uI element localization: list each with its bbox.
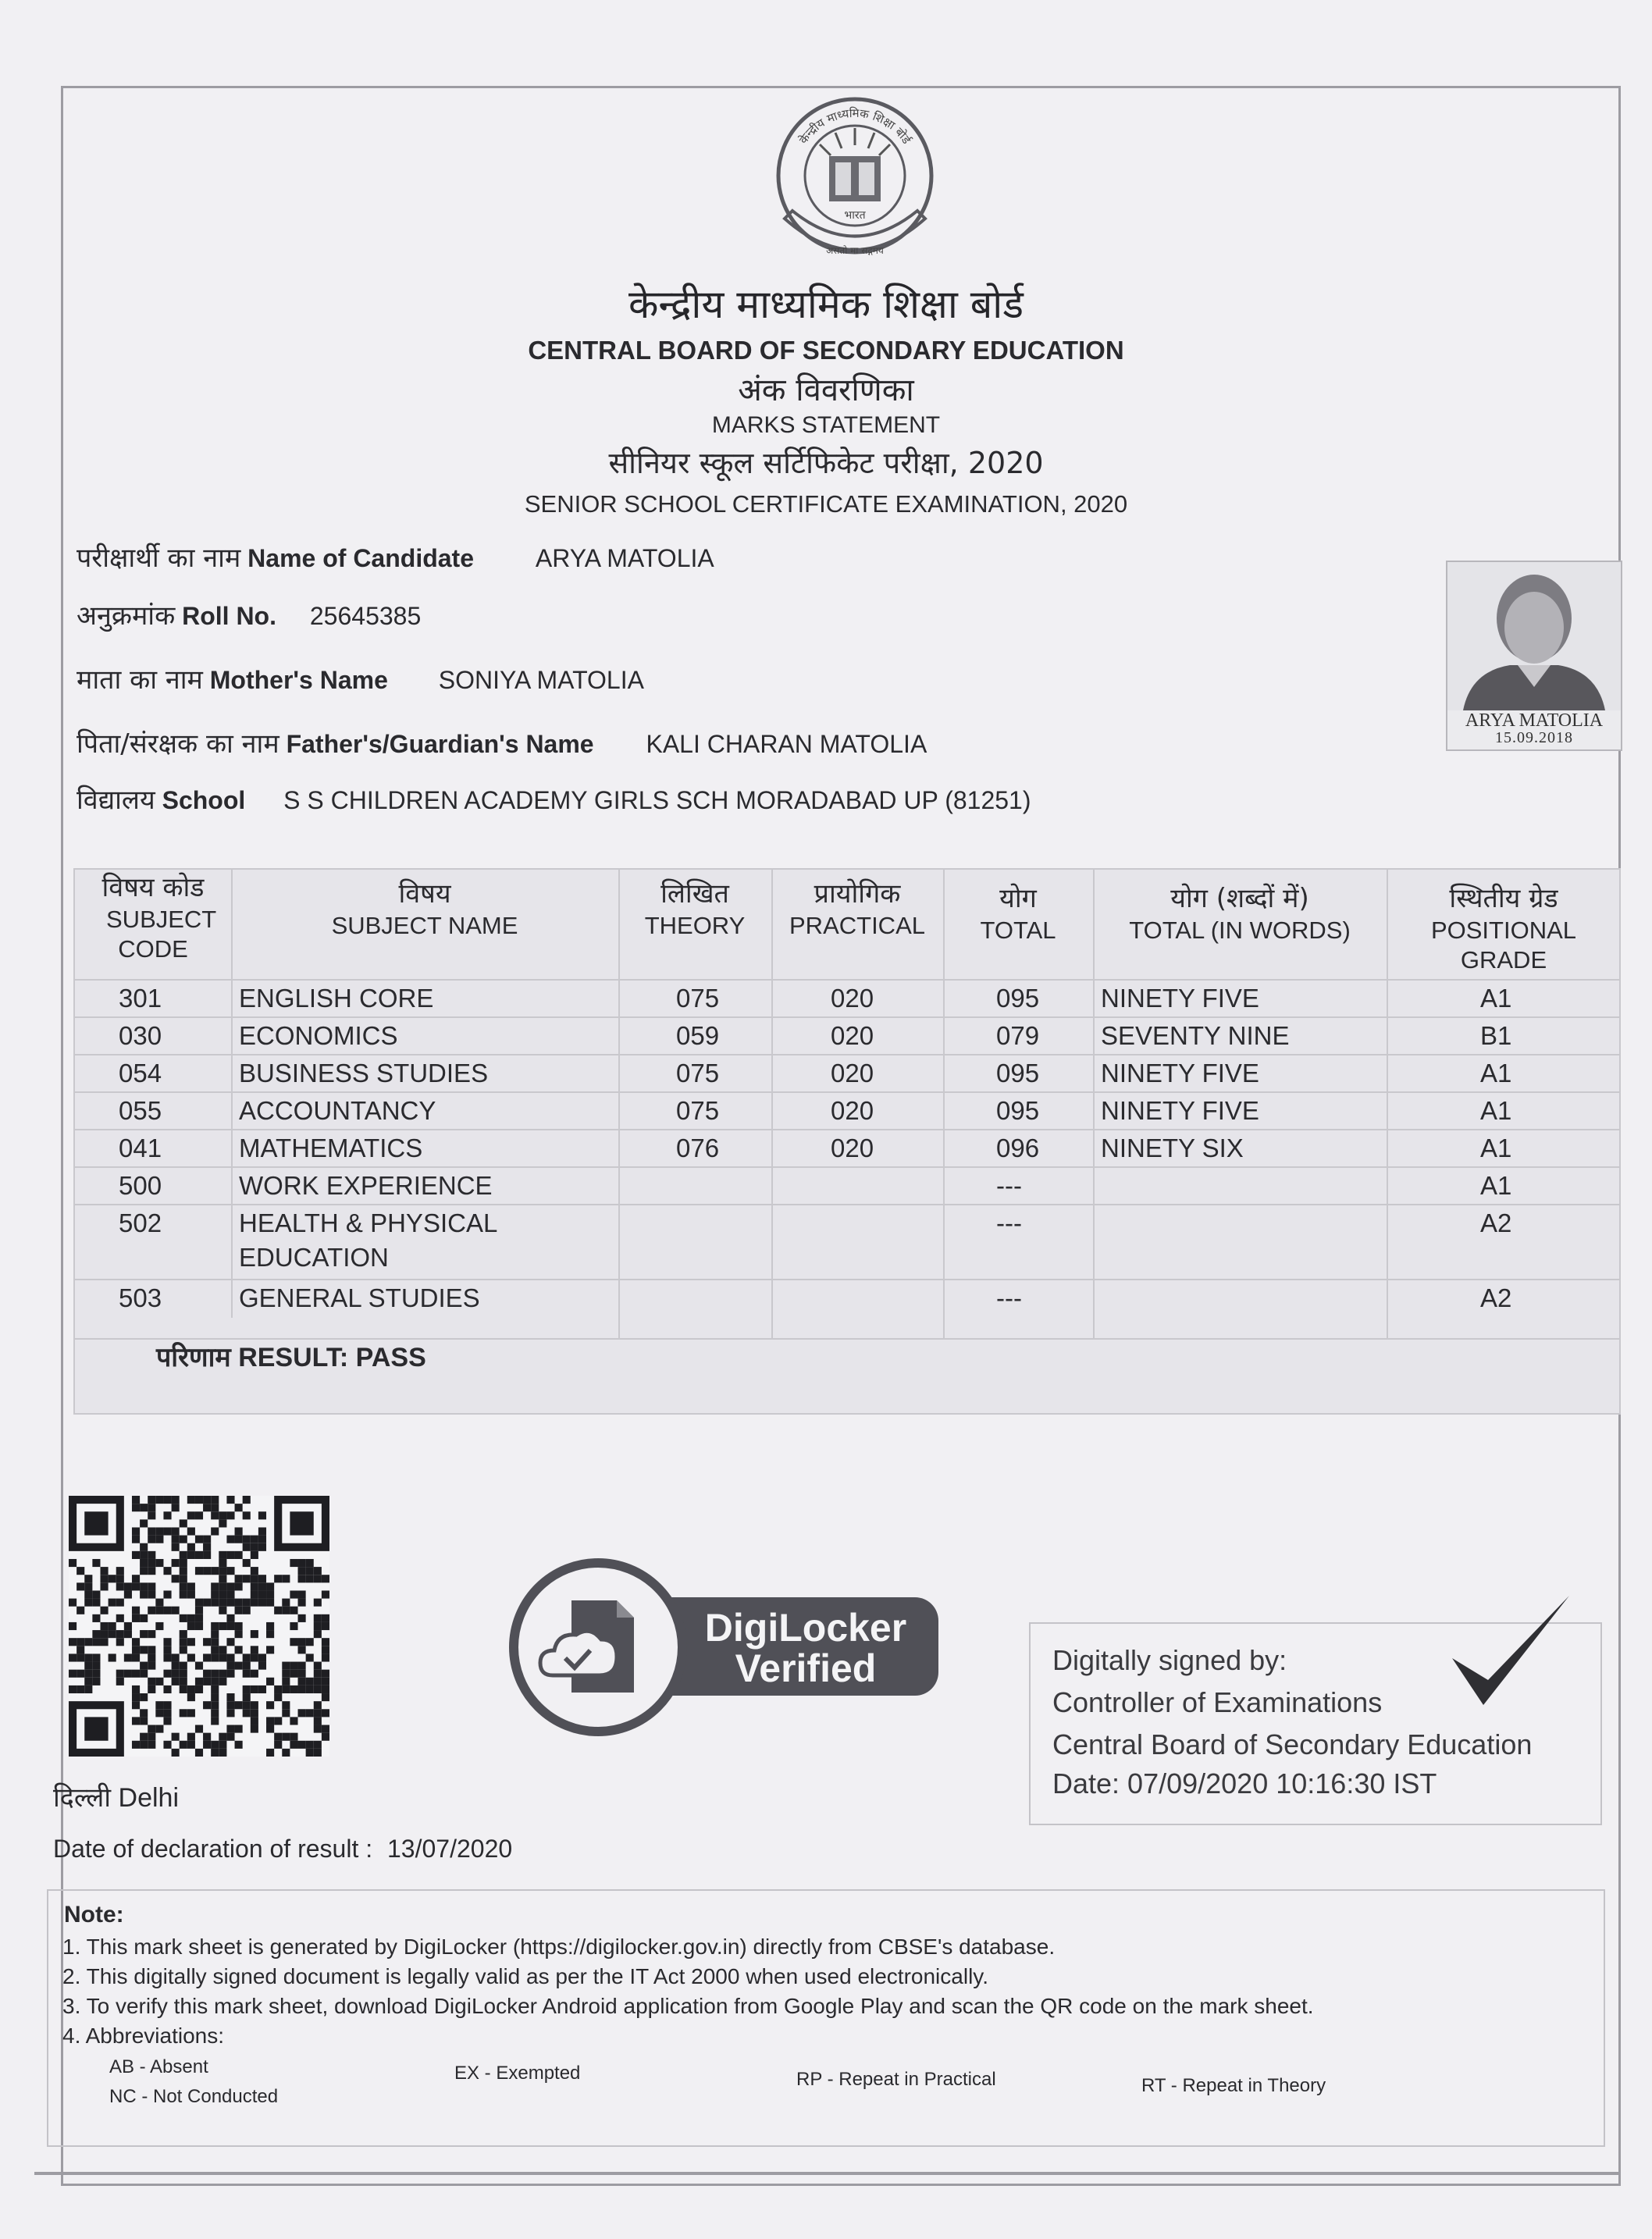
practical-marks: 020 [831,1134,874,1162]
roll-number-row [77,596,421,632]
candidate-name-label: Name of Candidate [247,544,474,572]
subject-name: ECONOMICS [239,1021,398,1050]
note-title: Note: [64,1902,124,1928]
subject-code: 030 [119,1021,162,1050]
photo-caption-name: ARYA MATOLIA [1465,710,1604,731]
mother-name-hindi-label: माता का नाम [77,664,203,696]
total-marks: --- [996,1283,1022,1312]
subject-code: 301 [119,984,162,1013]
header-theory: लिखित THEORY [644,878,746,939]
father-name-hindi-label: पिता/संरक्षक का नाम [77,728,279,760]
positional-grade: A1 [1480,1171,1512,1200]
total-in-words: SEVENTY NINE [1101,1021,1290,1050]
declaration-date: Date of declaration of result : 13/07/2020 [53,1835,513,1863]
note-item: 1. This mark sheet is generated by DigiLocker (https://digilocker.gov.in) directly from CBSE's database. [62,1935,1056,1959]
digilocker-verified-badge [509,1558,946,1736]
place: दिल्ली Delhi [53,1782,179,1814]
school-label: School [162,786,246,814]
subject-name: HEALTH & PHYSICAL [239,1208,498,1237]
positional-grade: A1 [1480,1134,1512,1162]
header-subject-name: विषय SUBJECT NAME [331,878,518,939]
practical-marks: 020 [831,1021,874,1050]
digital-signature-box [1029,1622,1602,1825]
theory-marks: 075 [676,984,720,1013]
qr-code[interactable] [69,1496,329,1757]
subject-code: 500 [119,1171,162,1200]
logo-bharat-text: भारत [844,209,866,222]
positional-grade: A2 [1480,1283,1512,1312]
hindi-board-title: केन्द्रीय माध्यमिक शिक्षा बोर्ड [628,282,1024,327]
marks-table [73,868,1621,1415]
logo-arc-text: केन्द्रीय माध्यमिक शिक्षा बोर्ड [796,105,914,147]
total-in-words: NINETY FIVE [1101,1059,1259,1087]
subject-code: 054 [119,1059,162,1087]
note-item: 4. Abbreviations: [62,2024,225,2048]
hindi-exam-title: सीनियर स्कूल सर्टिफिकेट परीक्षा, 2020 [608,446,1044,480]
practical-marks: 020 [831,1059,874,1087]
header-practical: प्रायोगिक PRACTICAL [789,878,925,939]
mother-name-row [77,660,644,696]
signature-line-2: Controller of Examinations [1052,1686,1383,1718]
positional-grade: A1 [1480,1059,1512,1087]
note-item: 3. To verify this mark sheet, download DigiLocker Android application from Google Play and scan the QR code on the mark sheet. [62,1994,1314,2018]
candidate-name-value: ARYA MATOLIA [535,544,714,572]
positional-grade: B1 [1480,1021,1512,1050]
positional-grade: A1 [1480,1096,1512,1125]
total-marks: 095 [996,1096,1040,1125]
logo-motto-text: असतो मा सद्गमय [826,245,884,256]
mother-name-value: SONIYA MATOLIA [438,666,644,694]
candidate-name-hindi-label: परीक्षार्थी का नाम [77,543,241,574]
subject-name-continued: EDUCATION [239,1243,389,1272]
board-title: CENTRAL BOARD OF SECONDARY EDUCATION [528,336,1124,365]
practical-marks: 020 [831,1096,874,1125]
signature-line-1: Digitally signed by: [1052,1644,1287,1676]
hindi-marks-statement: अंक विवरणिका [738,372,914,408]
subject-code: 041 [119,1134,162,1162]
total-marks: 096 [996,1134,1040,1162]
school-row [77,781,1031,817]
theory-marks: 075 [676,1096,720,1125]
roll-number-hindi-label: अनुक्रमांक [77,600,176,632]
cbse-logo-seal [773,94,937,273]
mother-name-label: Mother's Name [209,666,388,694]
candidate-portrait [1447,562,1621,710]
subject-code: 503 [119,1283,162,1312]
header-total-in-words: योग (शब्दों में) TOTAL (IN WORDS) [1129,883,1351,944]
school-value: S S CHILDREN ACADEMY GIRLS SCH MORADABAD UP (81251) [283,786,1031,814]
subject-name: ENGLISH CORE [239,984,434,1013]
bottom-rule [34,2172,1619,2175]
result-status: परिणाम RESULT: PASS [156,1342,426,1373]
subject-code: 502 [119,1208,162,1237]
marks-statement-title: MARKS STATEMENT [711,412,941,438]
father-name-row [77,724,927,760]
theory-marks: 076 [676,1134,720,1162]
abbr-exempted: EX - Exempted [454,2063,581,2084]
candidate-photo [1446,561,1622,751]
theory-marks: 059 [676,1021,720,1050]
candidate-name-row [77,539,714,575]
practical-marks: 020 [831,984,874,1013]
signature-line-3: Central Board of Secondary Education [1052,1728,1533,1760]
total-in-words: NINETY FIVE [1101,984,1259,1013]
digilocker-label: DigiLocker [704,1606,907,1650]
positional-grade: A2 [1480,1208,1512,1237]
abbr-not-conducted: NC - Not Conducted [109,2086,279,2107]
exam-title: SENIOR SCHOOL CERTIFICATE EXAMINATION, 2020 [524,490,1128,518]
positional-grade: A1 [1480,984,1512,1013]
subject-name: ACCOUNTANCY [239,1096,436,1125]
roll-number-value: 25645385 [309,602,422,630]
total-marks: 095 [996,1059,1040,1087]
total-in-words: NINETY SIX [1101,1134,1244,1162]
abbr-repeat-theory: RT - Repeat in Theory [1141,2075,1326,2096]
total-marks: 079 [996,1021,1040,1050]
subject-code: 055 [119,1096,162,1125]
total-marks: 095 [996,984,1040,1013]
total-in-words: NINETY FIVE [1101,1096,1259,1125]
note-item: 2. This digitally signed document is legally valid as per the IT Act 2000 when used electronically. [62,1964,988,1988]
total-marks: --- [996,1171,1022,1200]
header-subject-code: विषय कोड SUBJECT CODE [101,872,217,963]
subject-name: WORK EXPERIENCE [239,1171,493,1200]
header-total: योग TOTAL [980,883,1056,944]
theory-marks: 075 [676,1059,720,1087]
father-name-value: KALI CHARAN MATOLIA [646,730,927,758]
father-name-label: Father's/Guardian's Name [286,730,594,758]
header-positional-grade: स्थितीय ग्रेड POSITIONAL GRADE [1430,883,1577,974]
abbr-repeat-practical: RP - Repeat in Practical [796,2069,996,2090]
notes-box [47,1889,1605,2147]
abbr-absent: AB - Absent [109,2056,208,2077]
subject-name: BUSINESS STUDIES [239,1059,489,1087]
school-hindi-label: विद्यालय [77,785,155,816]
photo-caption-date: 15.09.2018 [1495,729,1573,746]
subject-name: GENERAL STUDIES [239,1283,480,1312]
signature-line-4: Date: 07/09/2020 10:16:30 IST [1052,1767,1437,1799]
total-marks: --- [996,1208,1022,1237]
check-mark-icon [1437,1588,1577,1721]
subject-name: MATHEMATICS [239,1134,423,1162]
verified-label: Verified [735,1646,877,1690]
roll-number-label: Roll No. [182,602,276,630]
